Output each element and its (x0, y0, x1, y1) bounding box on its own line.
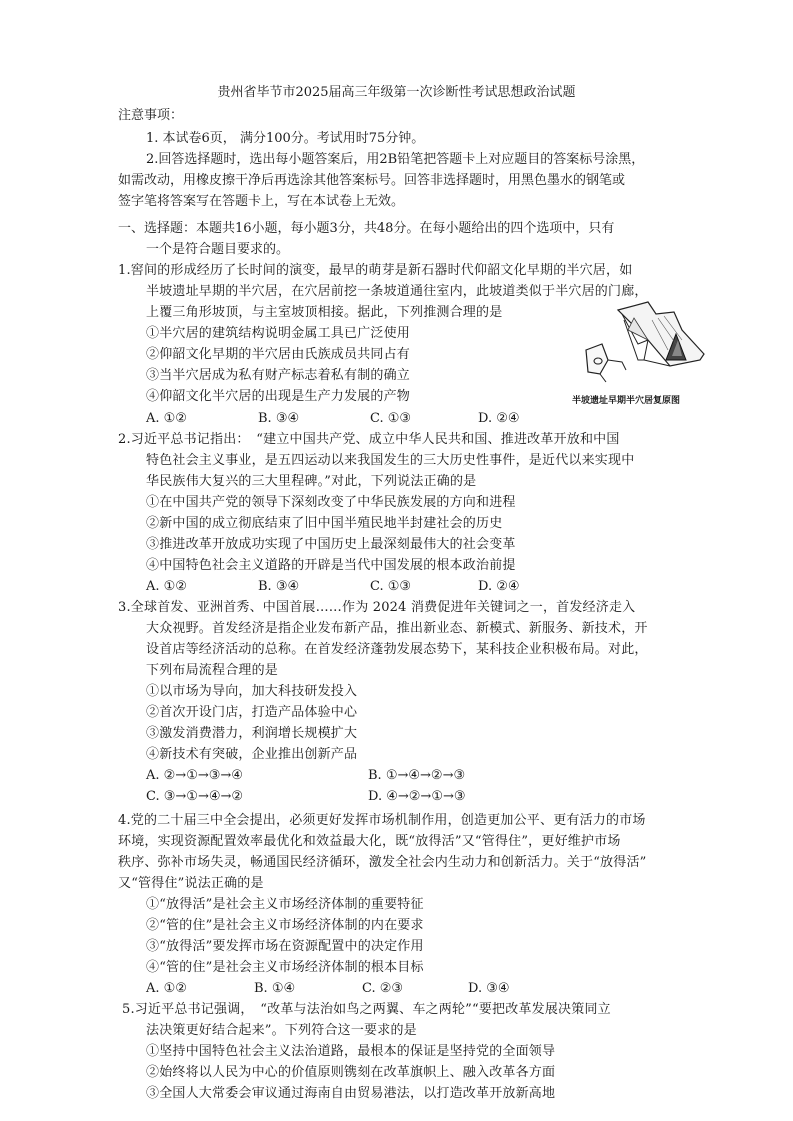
notice-line: 1. 本试卷6页， 满分100分。考试用时75分钟。 (146, 131, 425, 146)
question-stem: 设首店等经济活动的总称。在首发经济蓬勃发展态势下，某科技企业积极布局。对此， (146, 642, 648, 657)
question-stem: 半坡遗址早期的半穴居，在穴居前挖一条坡道通往室内，此坡道类似于半穴居的门廊， (146, 284, 648, 299)
notice-heading: 注意事项： (118, 108, 184, 123)
option-d: D. ④→②→①→③ (368, 789, 466, 804)
option-d: D. ②④ (478, 411, 520, 426)
section-heading-cont: 一个是符合题目要求的。 (146, 242, 290, 257)
page-title: 贵州省毕节市2025届高三年级第一次诊断性考试思想政治试题 (217, 85, 576, 100)
notice-line: 签字笔将答案写在答题卡上，写在本试卷上无效。 (118, 194, 405, 209)
notice-line: 如需改动，用橡皮擦干净后再选涂其他答案标号。回答非选择题时，用黑色墨水的钢笔或 (118, 173, 626, 188)
choice-item: ④“管的住”是社会主义市场经济体制的根本目标 (146, 960, 424, 975)
choice-item: ④中国特色社会主义道路的开辟是当代中国发展的根本政治前提 (146, 558, 516, 573)
choice-item: ②“管的住”是社会主义市场经济体制的内在要求 (146, 918, 424, 933)
choice-item: ③激发消费潜力，利润增长规模扩大 (146, 726, 358, 741)
question-stem: 华民族伟大复兴的三大里程碑。”对此，下列说法正确的是 (146, 474, 477, 489)
option-c: C. ①③ (370, 411, 412, 426)
question-stem: 环境，实现资源配置效率最优化和效益最大化，既“放得活”又“管得住”，更好维护市场 (118, 834, 621, 849)
option-b: B. ①→④→②→③ (368, 768, 466, 783)
choice-item: ①以市场为导向，加大科技研发投入 (146, 684, 358, 699)
option-c: C. ③→①→④→② (146, 789, 244, 804)
choice-item: ②新中国的成立彻底结束了旧中国半殖民地半封建社会的历史 (146, 516, 503, 531)
figure-caption: 半坡遗址早期半穴居复原图 (572, 396, 681, 406)
choice-item: ②始终将以人民为中心的价值原则镌刻在改革旗帜上、融入改革各方面 (146, 1065, 556, 1080)
section-heading: 一、选择题：本题共16小题，每小题3分，共48分。在每小题给出的四个选项中，只有 (118, 221, 615, 236)
choice-item: ③全国人大常委会审议通过海南自由贸易港法，以打造改革开放新高地 (146, 1086, 556, 1101)
choice-item: ④仰韶文化半穴居的出现是生产力发展的产物 (146, 389, 411, 404)
choice-item: ①坚持中国特色社会主义法治道路，最根本的保证是坚持党的全面领导 (146, 1044, 556, 1059)
option-a: A. ①② (146, 579, 187, 594)
question-stem: 4.党的二十届三中全会提出，必须更好发挥市场机制作用，创造更加公平、更有活力的市场 (118, 813, 646, 828)
choice-item: ①在中国共产党的领导下深刻改变了中华民族发展的方向和进程 (146, 495, 516, 510)
option-d: D. ②④ (478, 579, 520, 594)
choice-item: ①半穴居的建筑结构说明金属工具已广泛使用 (146, 326, 411, 341)
question-stem: 1.窖间的形成经历了长时间的演变，最早的萌芽是新石器时代仰韶文化早期的半穴居，如 (118, 263, 633, 278)
question-stem: 大众视野。首发经济是指企业发布新产品，推出新业态、新模式、新服务、新技术，开 (146, 621, 648, 636)
option-b: B. ③④ (258, 579, 300, 594)
option-c: C. ①③ (370, 579, 412, 594)
question-stem: 下列布局流程合理的是 (146, 663, 279, 678)
option-c: C. ②③ (362, 981, 404, 996)
choice-item: ①“放得活”是社会主义市场经济体制的重要特征 (146, 897, 424, 912)
option-d: D. ③④ (468, 981, 510, 996)
choice-item: ②首次开设门店，打造产品体验中心 (146, 705, 358, 720)
choice-item: ③当半穴居成为私有财产标志着私有制的确立 (146, 368, 411, 383)
question-stem: 法决策更好结合起来”。下列符合这一要求的是 (146, 1023, 417, 1038)
question-stem: 3.全球首发、亚洲首秀、中国首展……作为 2024 消费促进年关键词之一，首发经济走入 (118, 600, 636, 615)
option-a: A. ①② (146, 411, 187, 426)
question-stem: 秩序、弥补市场失灵，畅通国民经济循环，激发全社会内生动力和创新活力。关于“放得活” (118, 855, 647, 870)
question-stem: 上覆三角形坡顶，与主室坡顶相接。据此，下列推测合理的是 (146, 305, 503, 320)
choice-item: ③“放得活”要发挥市场在资源配置中的决定作用 (146, 939, 424, 954)
choice-item: ③推进改革开放成功实现了中国历史上最深刻最伟大的社会变革 (146, 537, 516, 552)
choice-item: ②仰韶文化早期的半穴居由氏族成员共同占有 (146, 347, 411, 362)
option-a: A. ①② (146, 981, 187, 996)
question-stem: 2.习近平总书记指出： “建立中国共产党、成立中华人民共和国、推进改革开放和中国 (118, 432, 620, 447)
option-a: A. ②→①→③→④ (146, 768, 243, 783)
option-b: B. ①④ (254, 981, 296, 996)
choice-item: ④新技术有突破，企业推出创新产品 (146, 747, 358, 762)
question-stem: 5.习近平总书记强调， “改革与法治如鸟之两翼、车之两轮”“要把改革发展决策同立 (122, 1002, 611, 1017)
question-stem: 又“管得住”说法正确的是 (118, 876, 264, 891)
question-stem: 特色社会主义事业，是五四运动以来我国发生的三大历史性事件，是近代以来实现中 (146, 453, 635, 468)
option-b: B. ③④ (258, 411, 300, 426)
notice-line: 2.回答选择题时，选出每小题答案后，用2B铅笔把答题卡上对应题目的答案标号涂黑， (146, 152, 645, 167)
